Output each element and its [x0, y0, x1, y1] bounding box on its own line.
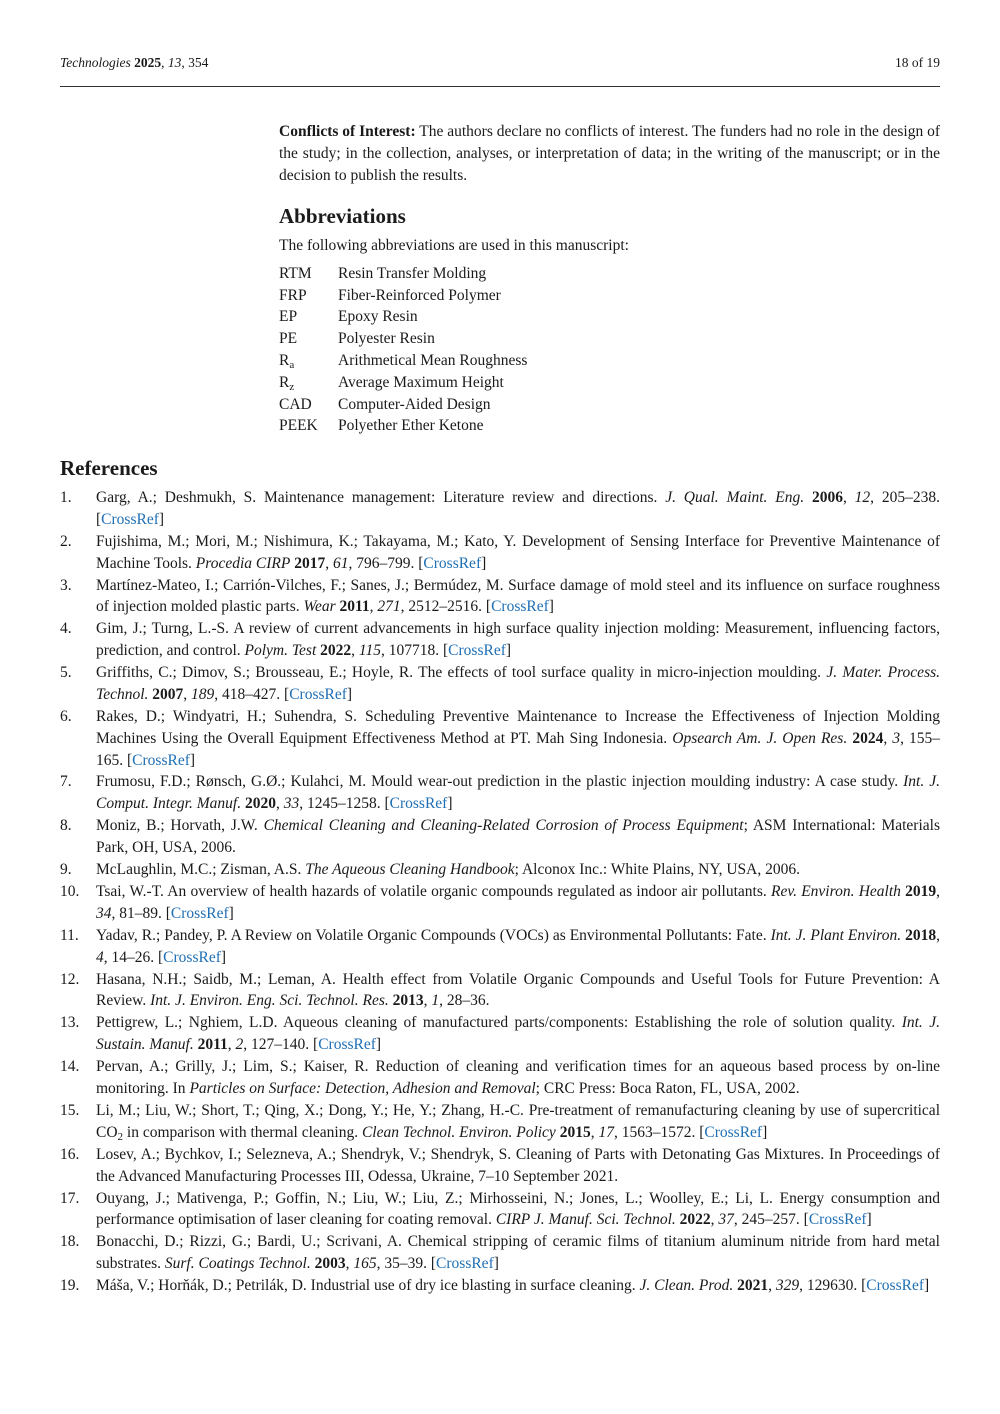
crossref-link[interactable]: CrossRef [436, 1255, 494, 1273]
reference-number: 8. [60, 817, 72, 835]
abbreviation-row [279, 372, 940, 394]
abbreviation-meaning: Polyether Ether Ketone [338, 417, 484, 435]
reference-number: 16. [60, 1145, 80, 1163]
crossref-link[interactable]: CrossRef [423, 554, 482, 572]
crossref-link[interactable]: CrossRef [163, 948, 221, 966]
journal-name: Technologies [60, 55, 131, 70]
abbreviation-meaning: Average Maximum Height [338, 373, 504, 391]
running-header [60, 55, 940, 71]
reference-number: 12. [60, 970, 80, 988]
abbreviation-code: PE [279, 330, 298, 348]
abbreviation-row [279, 307, 940, 329]
reference-item: 2. Fujishima, M.; Mori, M.; Nishimura, K.; Takayama, M.; Kato, Y. Development of Sensing Interface for Preventive Maintenance of Machine Tools. Procedia CIRP 2017, 61, 796–799. [CrossRef] [60, 532, 940, 572]
reference-number: 1. [60, 489, 72, 506]
abbreviation-row [279, 350, 940, 372]
reference-number: 15. [60, 1101, 80, 1119]
abbreviation-code: $R_a$ [279, 352, 295, 372]
reference-number: 10. [60, 883, 80, 901]
abbreviation-code: CAD [279, 395, 312, 413]
reference-number: 5. [60, 664, 72, 682]
crossref-link[interactable]: CrossRef [170, 904, 229, 922]
journal-year: 2025 [134, 55, 162, 70]
reference-item: 14. Pervan, A.; Grilly, J.; Lim, S.; Kaiser, R. Reduction of cleaning and verification times for an aqueous based process by on-line monitoring. In Particles on Surface: Detection, Adhesion and Removal; CRC Press: Boca Raton, FL, USA, 2002. [60, 1058, 940, 1097]
crossref-link[interactable]: CrossRef [491, 598, 549, 616]
reference-item: 10. Tsai, W.-T. An overview of health hazards of volatile organic compounds regulated as indoor air pollutants. Rev. Environ. Health 2019, 34, 81–89. [CrossRef] [60, 883, 941, 922]
crossref-link[interactable]: CrossRef [318, 1036, 376, 1054]
reference-number: 14. [60, 1058, 80, 1076]
reference-number: 17. [60, 1189, 80, 1207]
abbreviation-meaning: Epoxy Resin [338, 308, 418, 326]
conflicts-label: Conflicts of Interest: [279, 123, 416, 140]
reference-item: 16. Losev, A.; Bychkov, I.; Selezneva, A.; Shendryk, V.; Shendryk, S. Cleaning of Parts with Detonating Gas Mixtures. In Proceedings of the Advanced Manufacturing Processes III, Odessa, Ukraine, 7–10 September 2021. [60, 1145, 940, 1185]
abbreviation-code: EP [279, 308, 298, 326]
crossref-link[interactable]: CrossRef [704, 1123, 763, 1141]
reference-item: 9. McLaughlin, M.C.; Zisman, A.S. The Aqueous Cleaning Handbook; Alconox Inc.: White Plains, NY, USA, 2006. [60, 859, 940, 881]
crossref-link[interactable]: CrossRef [448, 642, 506, 660]
journal-citation: Technologies 2025, 13, 354 [60, 55, 209, 70]
abbreviation-row [279, 416, 940, 438]
abbreviation-code: FRP [279, 286, 307, 304]
page-number: 18 of 19 [895, 55, 940, 70]
reference-number: 3. [60, 576, 72, 594]
reference-number: 7. [60, 773, 72, 791]
abbreviation-row [279, 263, 940, 285]
reference-item: 12. Hasana, N.H.; Saidb, M.; Leman, A. Health effect from Volatile Organic Compounds and Useful Tools for Future Prevention: A Review. Int. J. Environ. Eng. Sci. Technol. Res. 2013, 1, 28–36. [60, 970, 940, 1010]
reference-item: 3. Martínez-Mateo, I.; Carrión-Vilches, F.; Sanes, J.; Bermúdez, M. Surface damage of mold steel and its influence on surface roughness of injection molded plastic parts. Wear 2011, 271, 2512–2516. [CrossRef] [60, 576, 940, 616]
reference-item: 6. Rakes, D.; Windyatri, H.; Suhendra, S. Scheduling Preventive Maintenance to Increase the Effectiveness of Injection Molding Machines Using the Overall Equipment Effectiveness Method at PT. Mah Sing Indonesia. Opsearch Am. J. Open Res. 2024, 3, 155–165. [CrossRef] [60, 707, 941, 769]
references-heading: References [60, 456, 158, 480]
abbreviations-table [279, 263, 940, 437]
references-list [60, 487, 940, 1297]
reference-number: 2. [60, 532, 72, 550]
reference-number: 4. [60, 620, 72, 638]
crossref-link[interactable]: CrossRef [132, 751, 190, 769]
reference-item: 5. Griffiths, C.; Dimov, S.; Brousseau, E.; Hoyle, R. The effects of tool surface quality in micro-injection moulding. J. Mater. Process. Technol. 2007, 189, 418–427. [CrossRef] [60, 664, 941, 703]
reference-item: 15. Li, M.; Liu, W.; Short, T.; Qing, X.; Dong, Y.; He, Y.; Zhang, H.-C. Pre-treatment of remanufacturing cleaning by use of supercritical $CO_2$ in comparison with thermal cleaning. Clean Technol. Environ. Policy 2015, 17, 1563–1572. [CrossRef] [60, 1101, 940, 1143]
abbreviation-meaning: Fiber-Reinforced Polymer [338, 286, 501, 304]
conflicts-of-interest [279, 121, 940, 187]
reference-number: 18. [60, 1233, 80, 1251]
reference-number: 9. [60, 861, 72, 879]
reference-item: 17. Ouyang, J.; Mativenga, P.; Goffin, N.; Liu, W.; Liu, Z.; Mirhosseini, N.; Jones, L.; Woolley, E.; Li, L. Energy consumption and performance optimisation of laser cleaning for coating removal. CIRP J. Manuf. Sci. Technol. 2022, 37, 245–257. [CrossRef] [60, 1189, 940, 1229]
reference-number: 6. [60, 707, 72, 725]
reference-item: 7. Frumosu, F.D.; Rønsch, G.Ø.; Kulahci, M. Mould wear-out prediction in the plastic injection moulding industry: A case study. Int. J. Comput. Integr. Manuf. 2020, 33, 1245–1258. [CrossRef] [60, 773, 940, 813]
reference-item: 11. Yadav, R.; Pandey, P. A Review on Volatile Organic Compounds (VOCs) as Environmental Pollutants: Fate. Int. J. Plant Environ. 2018, 4, 14–26. [CrossRef] [60, 926, 940, 966]
reference-item: 8. Moniz, B.; Horvath, J.W. Chemical Cleaning and Cleaning-Related Corrosion of Process Equipment; ASM International: Materials Park, OH, USA, 2006. [60, 817, 940, 857]
abbreviation-row [279, 285, 940, 307]
abbreviation-meaning: Arithmetical Mean Roughness [338, 352, 528, 370]
abbreviations-heading: Abbreviations [279, 204, 406, 228]
reference-item: 4. Gim, J.; Turng, L.-S. A review of current advancements in high surface quality injection molding: Measurement, influencing factors, prediction, and control. Polym. Test 2022, 115, 107718. [CrossRef] [60, 620, 940, 660]
header-rule [60, 86, 940, 87]
crossref-link[interactable]: CrossRef [289, 685, 347, 703]
crossref-link[interactable]: CrossRef [389, 795, 448, 813]
conflicts-text: The authors declare no conflicts of interest. The funders had no role in the design of the study; in the collection, analyses, or interpretation of data; in the writing of the manuscript; or in the decision to publish the results. [279, 123, 940, 184]
crossref-link[interactable]: CrossRef [808, 1211, 867, 1229]
reference-item: 18. Bonacchi, D.; Rizzi, G.; Bardi, U.; Scrivani, A. Chemical stripping of ceramic films of titanium aluminum nitride from hard metal substrates. Surf. Coatings Technol. 2003, 165, 35–39. [CrossRef] [60, 1233, 940, 1273]
reference-item: 1. Garg, A.; Deshmukh, S. Maintenance management: Literature review and directions. J. Qual. Maint. Eng. 2006, 12, 205–238. [CrossRef] [60, 489, 941, 528]
crossref-link[interactable]: CrossRef [101, 510, 159, 528]
article-number: 354 [188, 55, 209, 70]
reference-number: 11. [60, 926, 79, 944]
reference-number: 13. [60, 1014, 80, 1032]
abbreviations-intro: The following abbreviations are used in this manuscript: [279, 237, 629, 254]
crossref-link[interactable]: CrossRef [866, 1277, 924, 1295]
journal-volume: 13 [167, 55, 182, 70]
abbreviation-code: PEEK [279, 417, 318, 435]
abbreviation-code: RTM [279, 264, 312, 282]
abbreviation-code: $R_z$ [279, 373, 295, 393]
reference-item: 19. Máša, V.; Horňák, D.; Petrilák, D. Industrial use of dry ice blasting in surface cleaning. J. Clean. Prod. 2021, 329, 129630. [CrossRef] [60, 1275, 940, 1297]
abbreviation-meaning: Resin Transfer Molding [338, 264, 487, 282]
abbreviation-meaning: Computer-Aided Design [338, 395, 491, 413]
reference-item: 13. Pettigrew, L.; Nghiem, L.D. Aqueous cleaning of manufactured parts/components: Establishing the role of solution quality. Int. J. Sustain. Manuf. 2011, 2, 127–140. [CrossRef] [60, 1014, 940, 1054]
abbreviation-meaning: Polyester Resin [338, 330, 435, 348]
reference-number: 19. [60, 1277, 80, 1295]
abbreviation-row [279, 328, 940, 350]
abbreviation-row [279, 394, 940, 416]
